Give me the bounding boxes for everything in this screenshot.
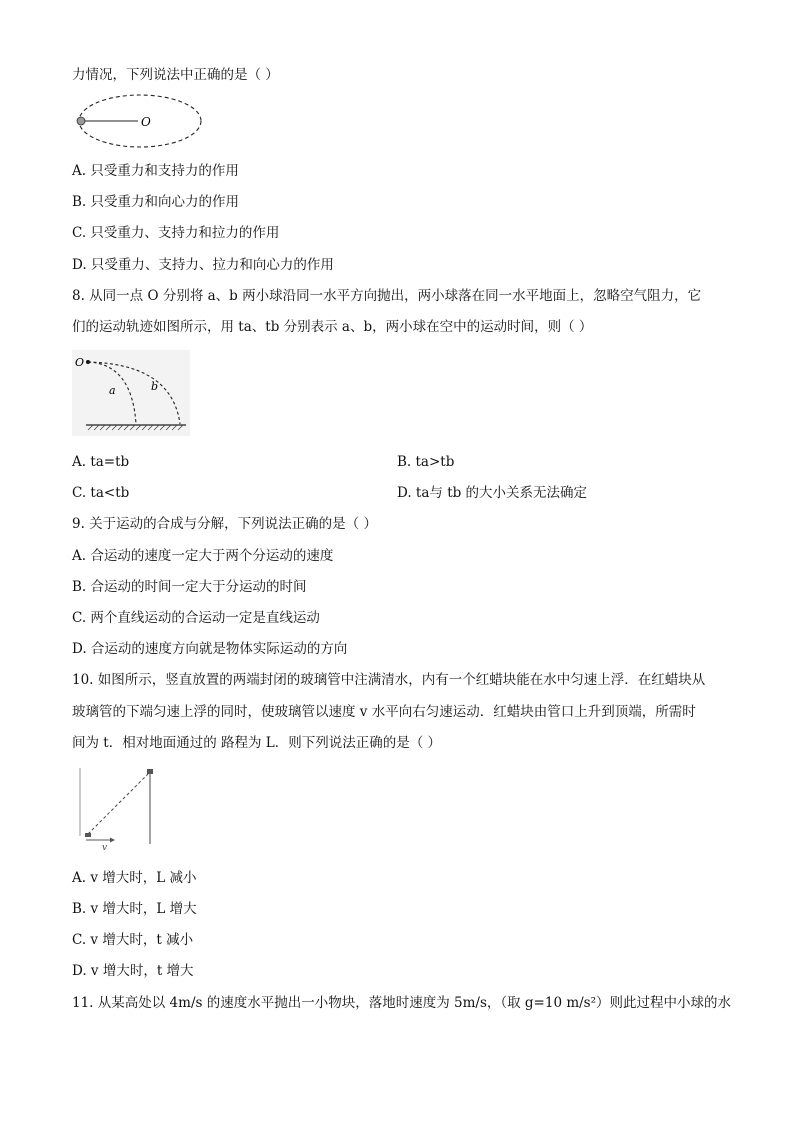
q8-projectile-figure <box>72 350 190 436</box>
q7-option-d: D. 只受重力、支持力、拉力和向心力的作用 <box>72 257 334 273</box>
q8-option-a: A. ta=tb <box>72 454 130 470</box>
q10-diagonal-path <box>88 774 148 834</box>
q7-center-label: O <box>141 115 151 129</box>
q10-option-a: A. v 增大时，L 减小 <box>72 870 197 886</box>
q10-option-c: C. v 增大时，t 减小 <box>72 932 194 948</box>
q11-stem-line1: 11. 从某高处以 4m/s 的速度水平抛出一小物块，落地时速度为 5m/s，（取 g=10 m/s²）则此过程中小球的水 <box>72 995 732 1011</box>
q10-glass-tube-figure <box>72 764 162 852</box>
q10-stem-line2: 玻璃管的下端匀速上浮的同时，使玻璃管以速度 v 水平向右匀速运动．红蜡块由管口上升到顶端，所需时 <box>72 704 696 720</box>
q9-stem: 9. 关于运动的合成与分解，下列说法正确的是（ ） <box>72 516 377 532</box>
q10-stem-line1: 10. 如图所示，竖直放置的两端封闭的玻璃管中注满清水，内有一个红蜡块能在水中匀速上浮．在红蜡块从 <box>72 672 706 688</box>
q7-circular-motion-figure <box>72 92 207 150</box>
q8-origin-label: O <box>75 356 85 369</box>
q7-option-a: A. 只受重力和支持力的作用 <box>72 163 239 179</box>
q10-block-top <box>147 769 153 774</box>
q9-option-b: B. 合运动的时间一定大于分运动的时间 <box>72 579 307 595</box>
q10-velocity-arrowhead <box>110 838 115 843</box>
q8-option-c: C. ta<tb <box>72 485 130 501</box>
q8-stem-line1: 8. 从同一点 O 分别将 a、b 两小球沿同一水平方向抛出，两小球落在同一水平地面上，忽略空气阻力，它 <box>72 288 702 304</box>
q10-block-bottom <box>85 833 91 837</box>
q8-option-b: B. ta>tb <box>397 454 455 470</box>
q9-option-a: A. 合运动的速度一定大于两个分运动的速度 <box>72 548 334 564</box>
q8-stem-line2: 们的运动轨迹如图所示，用 ta、tb 分别表示 a、b，两小球在空中的运动时间，则（ ） <box>72 319 593 335</box>
q9-option-d: D. 合运动的速度方向就是物体实际运动的方向 <box>72 641 348 657</box>
q7-option-c: C. 只受重力、支持力和拉力的作用 <box>72 225 280 241</box>
q8-option-d: D. ta与 tb 的大小关系无法确定 <box>397 485 588 501</box>
q9-option-c: C. 两个直线运动的合运动一定是直线运动 <box>72 610 320 626</box>
q10-option-d: D. v 增大时，t 增大 <box>72 963 194 979</box>
q7-ball <box>77 117 85 125</box>
q8-path-a-label: a <box>109 384 116 397</box>
q7-option-b: B. 只受重力和向心力的作用 <box>72 194 240 210</box>
q8-path-b-label: b <box>151 380 159 393</box>
q10-option-b: B. v 增大时，L 增大 <box>72 901 197 917</box>
q10-stem-line3: 间为 t．相对地面通过的 路程为 L．则下列说法正确的是（ ） <box>72 735 442 751</box>
q7-stem-tail: 力情况，下列说法中正确的是（ ） <box>72 67 279 83</box>
q10-velocity-label: v <box>102 843 108 852</box>
